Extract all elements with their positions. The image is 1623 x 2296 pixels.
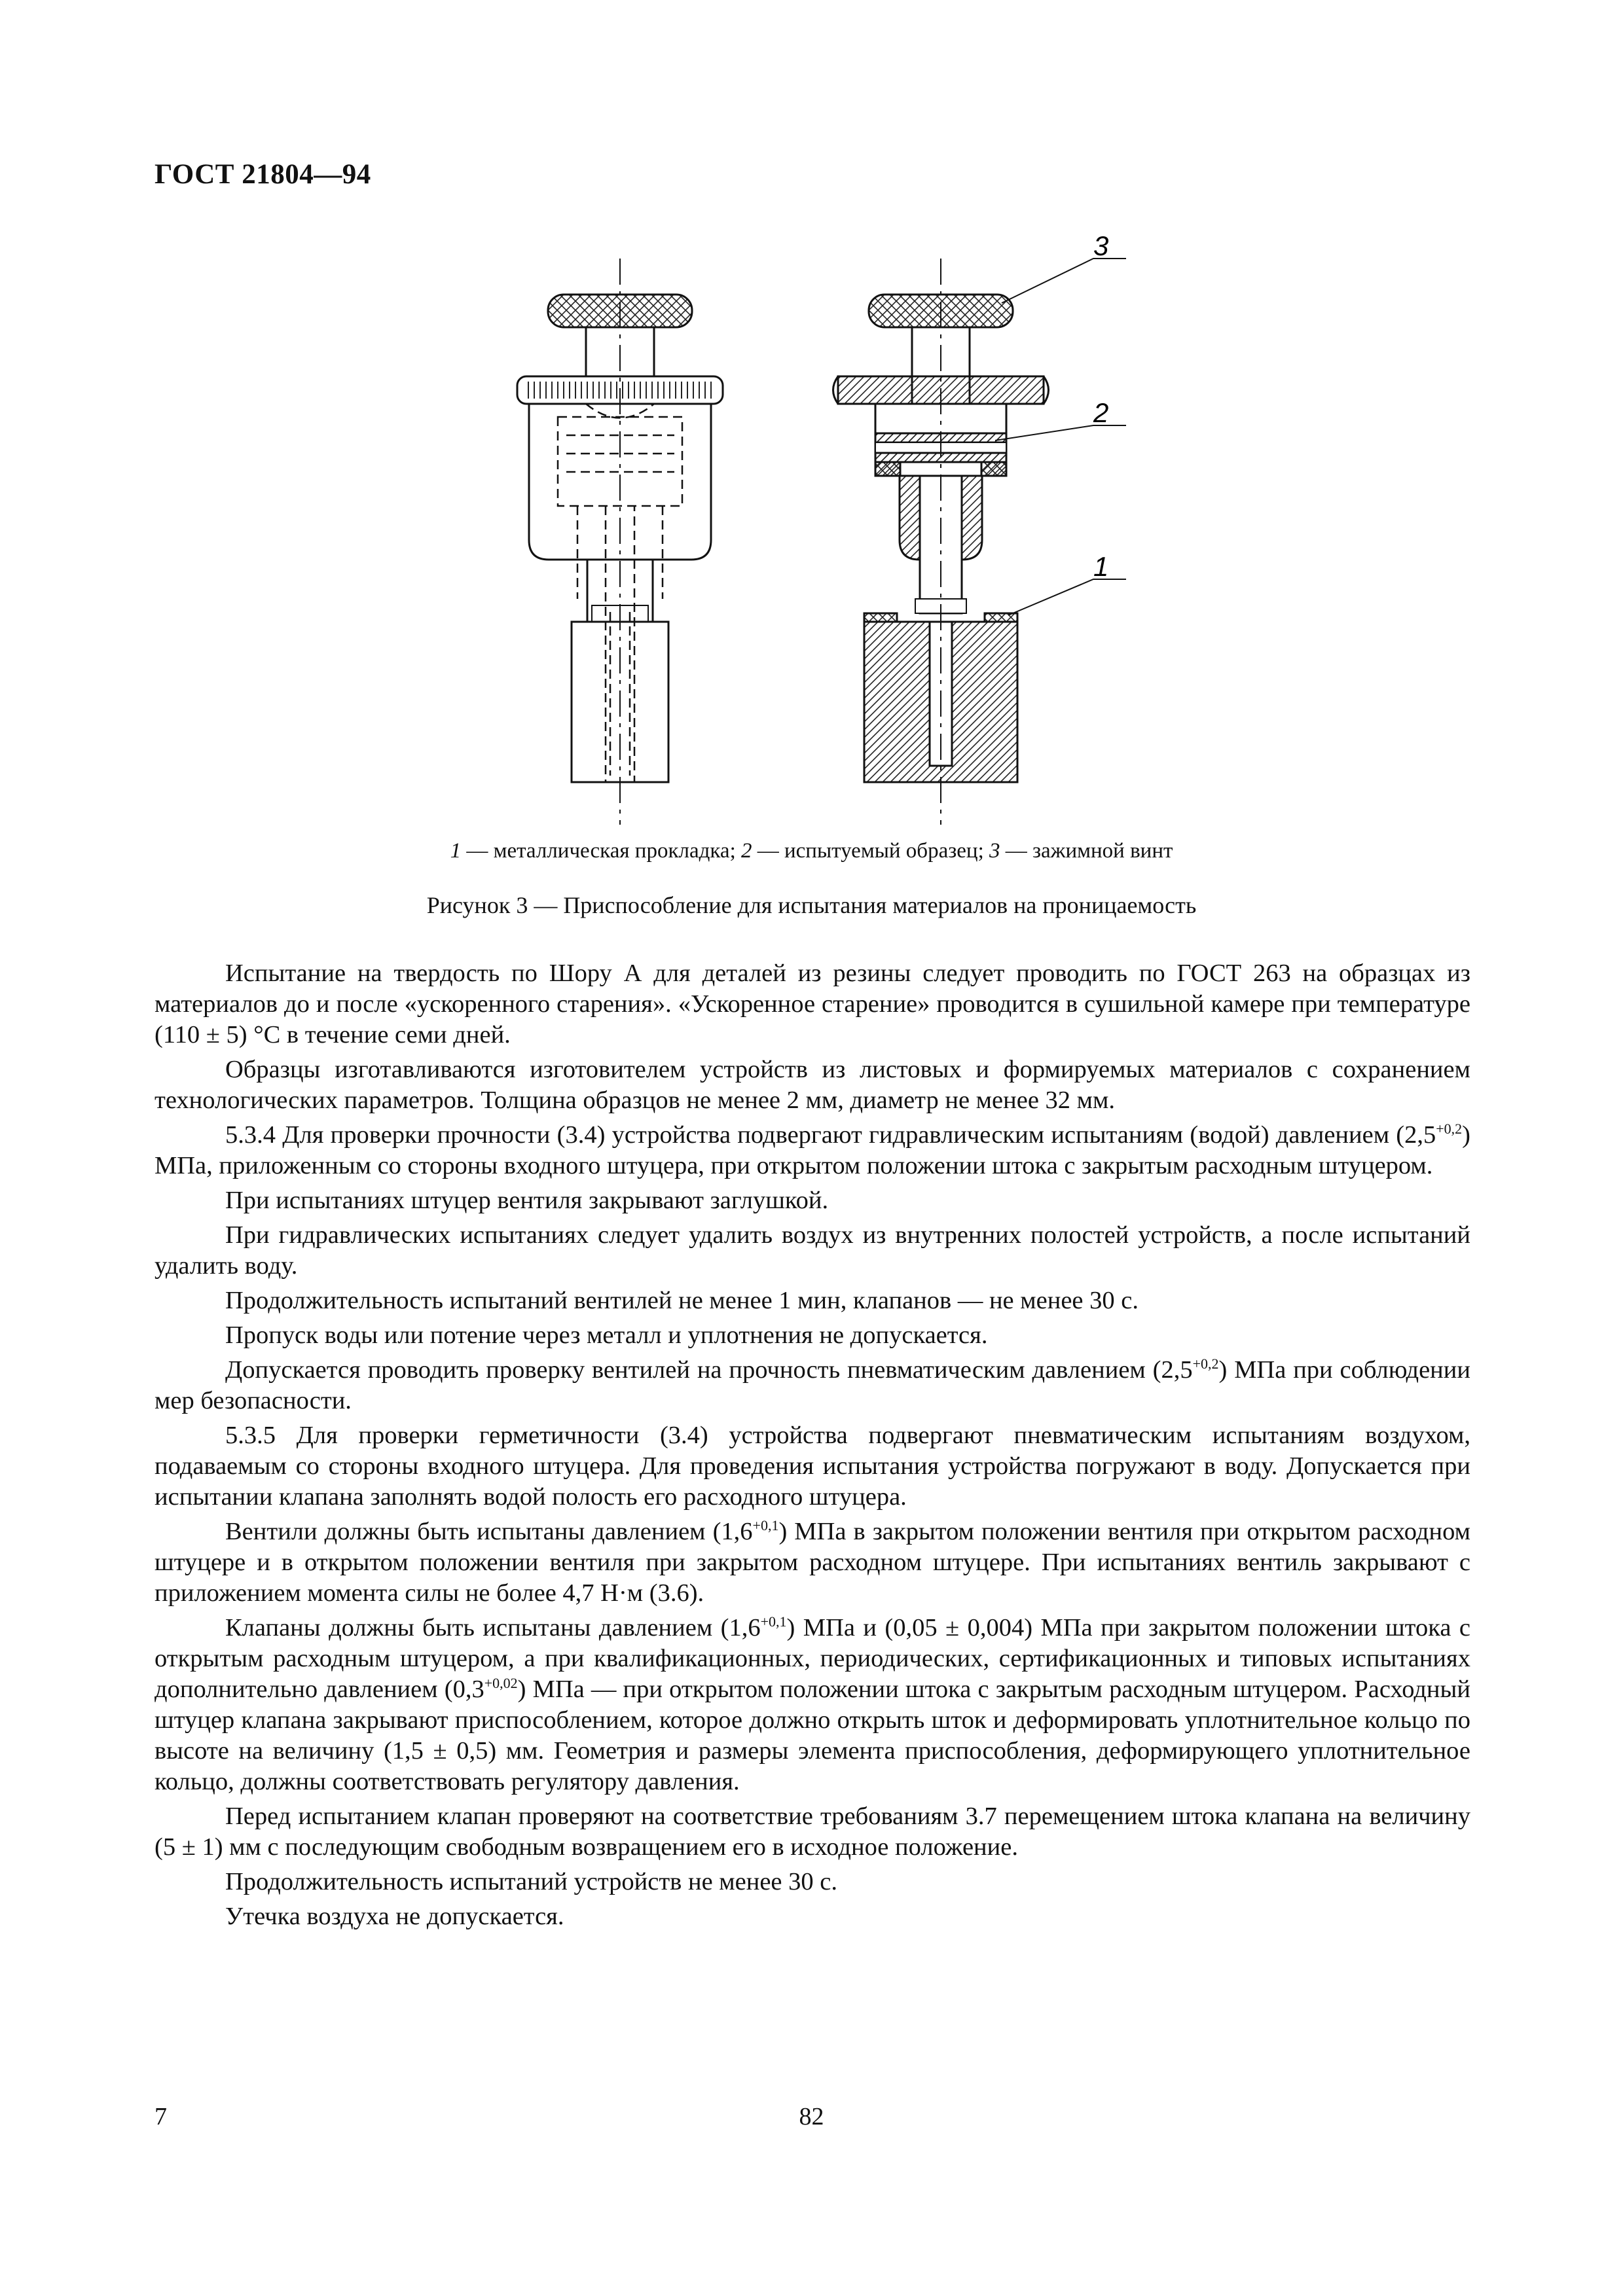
paragraph: 5.3.5 Для проверки герметичности (3.4) устройства подвергают пневматическим испытаниям воздухом, подаваемым со стороны входного штуцера. Для проведения испытания устройства погружают в воду. Допускается при испытании клапана заполнять водой полость его расходного штуцера. xyxy=(155,1422,1470,1511)
paragraph: При испытаниях штуцер вентиля закрывают заглушкой. xyxy=(225,1187,829,1214)
paragraph: Клапаны должны быть испытаны давлением $(1,6^{+0,1})$ МПа и (0,05 ± 0,004) МПа при закрытом положении штока с открытым расходным штуцером, а при квалификационных, периодических, сертификационных и типовых испытаниях дополнительно давлением $(0,3^{+0,02})$ МПа — при открытом положении штока с закрытым расходным штуцером. Расходный штуцер клапана закрывают приспособлением, которое должно открыть шток и деформировать уплотнительное кольцо по высоте на величину (1,5 ± 0,5) мм. Геометрия и размеры элемента приспособления, деформирующего уплотнительное кольцо, должны соответствовать регулятору давления. xyxy=(155,1613,1470,1795)
paragraph: Образцы изготавливаются изготовителем устройств из листовых и формируемых материалов с сохранением технологических параметров. Толщина образцов не менее 2 мм, диаметр не менее 32 мм. xyxy=(155,1056,1470,1114)
paragraph: Вентили должны быть испытаны давлением $(1,6^{+0,1})$ МПа в закрытом положении вентиля при открытом расходном штуцере и в открытом положении вентиля при закрытом расходном штуцере. При испытаниях вентиль закрывают с приложением момента силы не более 4,7 Н·м (3.6). xyxy=(155,1517,1470,1607)
callout-2: 2 xyxy=(1093,397,1109,428)
paragraph: При гидравлических испытаниях следует удалить воздух из внутренних полостей устройств, а после испытаний удалить воду. xyxy=(155,1221,1470,1280)
paragraph: Пропуск воды или потение через металл и уплотнения не допускается. xyxy=(225,1321,988,1349)
paragraph: Продолжительность испытаний устройств не менее 30 с. xyxy=(225,1868,837,1895)
callout-1: 1 xyxy=(1093,551,1109,582)
paragraph: Допускается проводить проверку вентилей на прочность пневматическим давлением $(2,5^{+0,2})$ МПа при соблюдении мер безопасности. xyxy=(155,1355,1470,1414)
legend-text-2: — испытуемый образец; xyxy=(752,839,989,863)
document-header: ГОСТ 21804—94 xyxy=(155,159,371,190)
page-number-center: 82 xyxy=(799,2103,824,2130)
legend-text-1: — металлическая прокладка; xyxy=(461,839,741,863)
figure-legend xyxy=(0,839,1623,863)
legend-num-2: 2 xyxy=(740,839,752,863)
page-number-left: 7 xyxy=(155,2103,167,2130)
figure-test-fixture xyxy=(498,232,1152,841)
callout-3: 3 xyxy=(1093,232,1109,261)
paragraph: Перед испытанием клапан проверяют на соответствие требованиям 3.7 перемещением штока клапана на величину (5 ± 1) мм с последующим свободным возвращением его в исходное положение. xyxy=(155,1803,1470,1861)
paragraph: Утечка воздуха не допускается. xyxy=(225,1903,564,1930)
paragraph: 5.3.4 Для проверки прочности (3.4) устройства подвергают гидравлическим испытаниям (водой) давлением $(2,5^{+0,2})$ МПа, приложенным со стороны входного штуцера, при открытом положении штока с закрытым расходным штуцером. xyxy=(155,1121,1470,1179)
legend-text-3: — зажимной винт xyxy=(1000,839,1173,863)
legend-num-1: 1 xyxy=(450,839,462,863)
paragraph: Испытание на твердость по Шору А для деталей из резины следует проводить по ГОСТ 263 на образцах из материалов до и после «ускоренного старения». «Ускоренное старение» проводится в сушильной камере при температуре (110 ± 5) °С в течение семи дней. xyxy=(155,960,1470,1049)
figure-caption: Рисунок 3 — Приспособление для испытания материалов на проницаемость xyxy=(426,892,1197,918)
body-text xyxy=(155,958,1470,1936)
fixture-outside-view xyxy=(517,259,723,825)
fixture-section-view xyxy=(833,259,1049,825)
paragraph: Продолжительность испытаний вентилей не менее 1 мин, клапанов — не менее 30 с. xyxy=(225,1287,1139,1314)
legend-num-3: 3 xyxy=(989,839,1000,863)
